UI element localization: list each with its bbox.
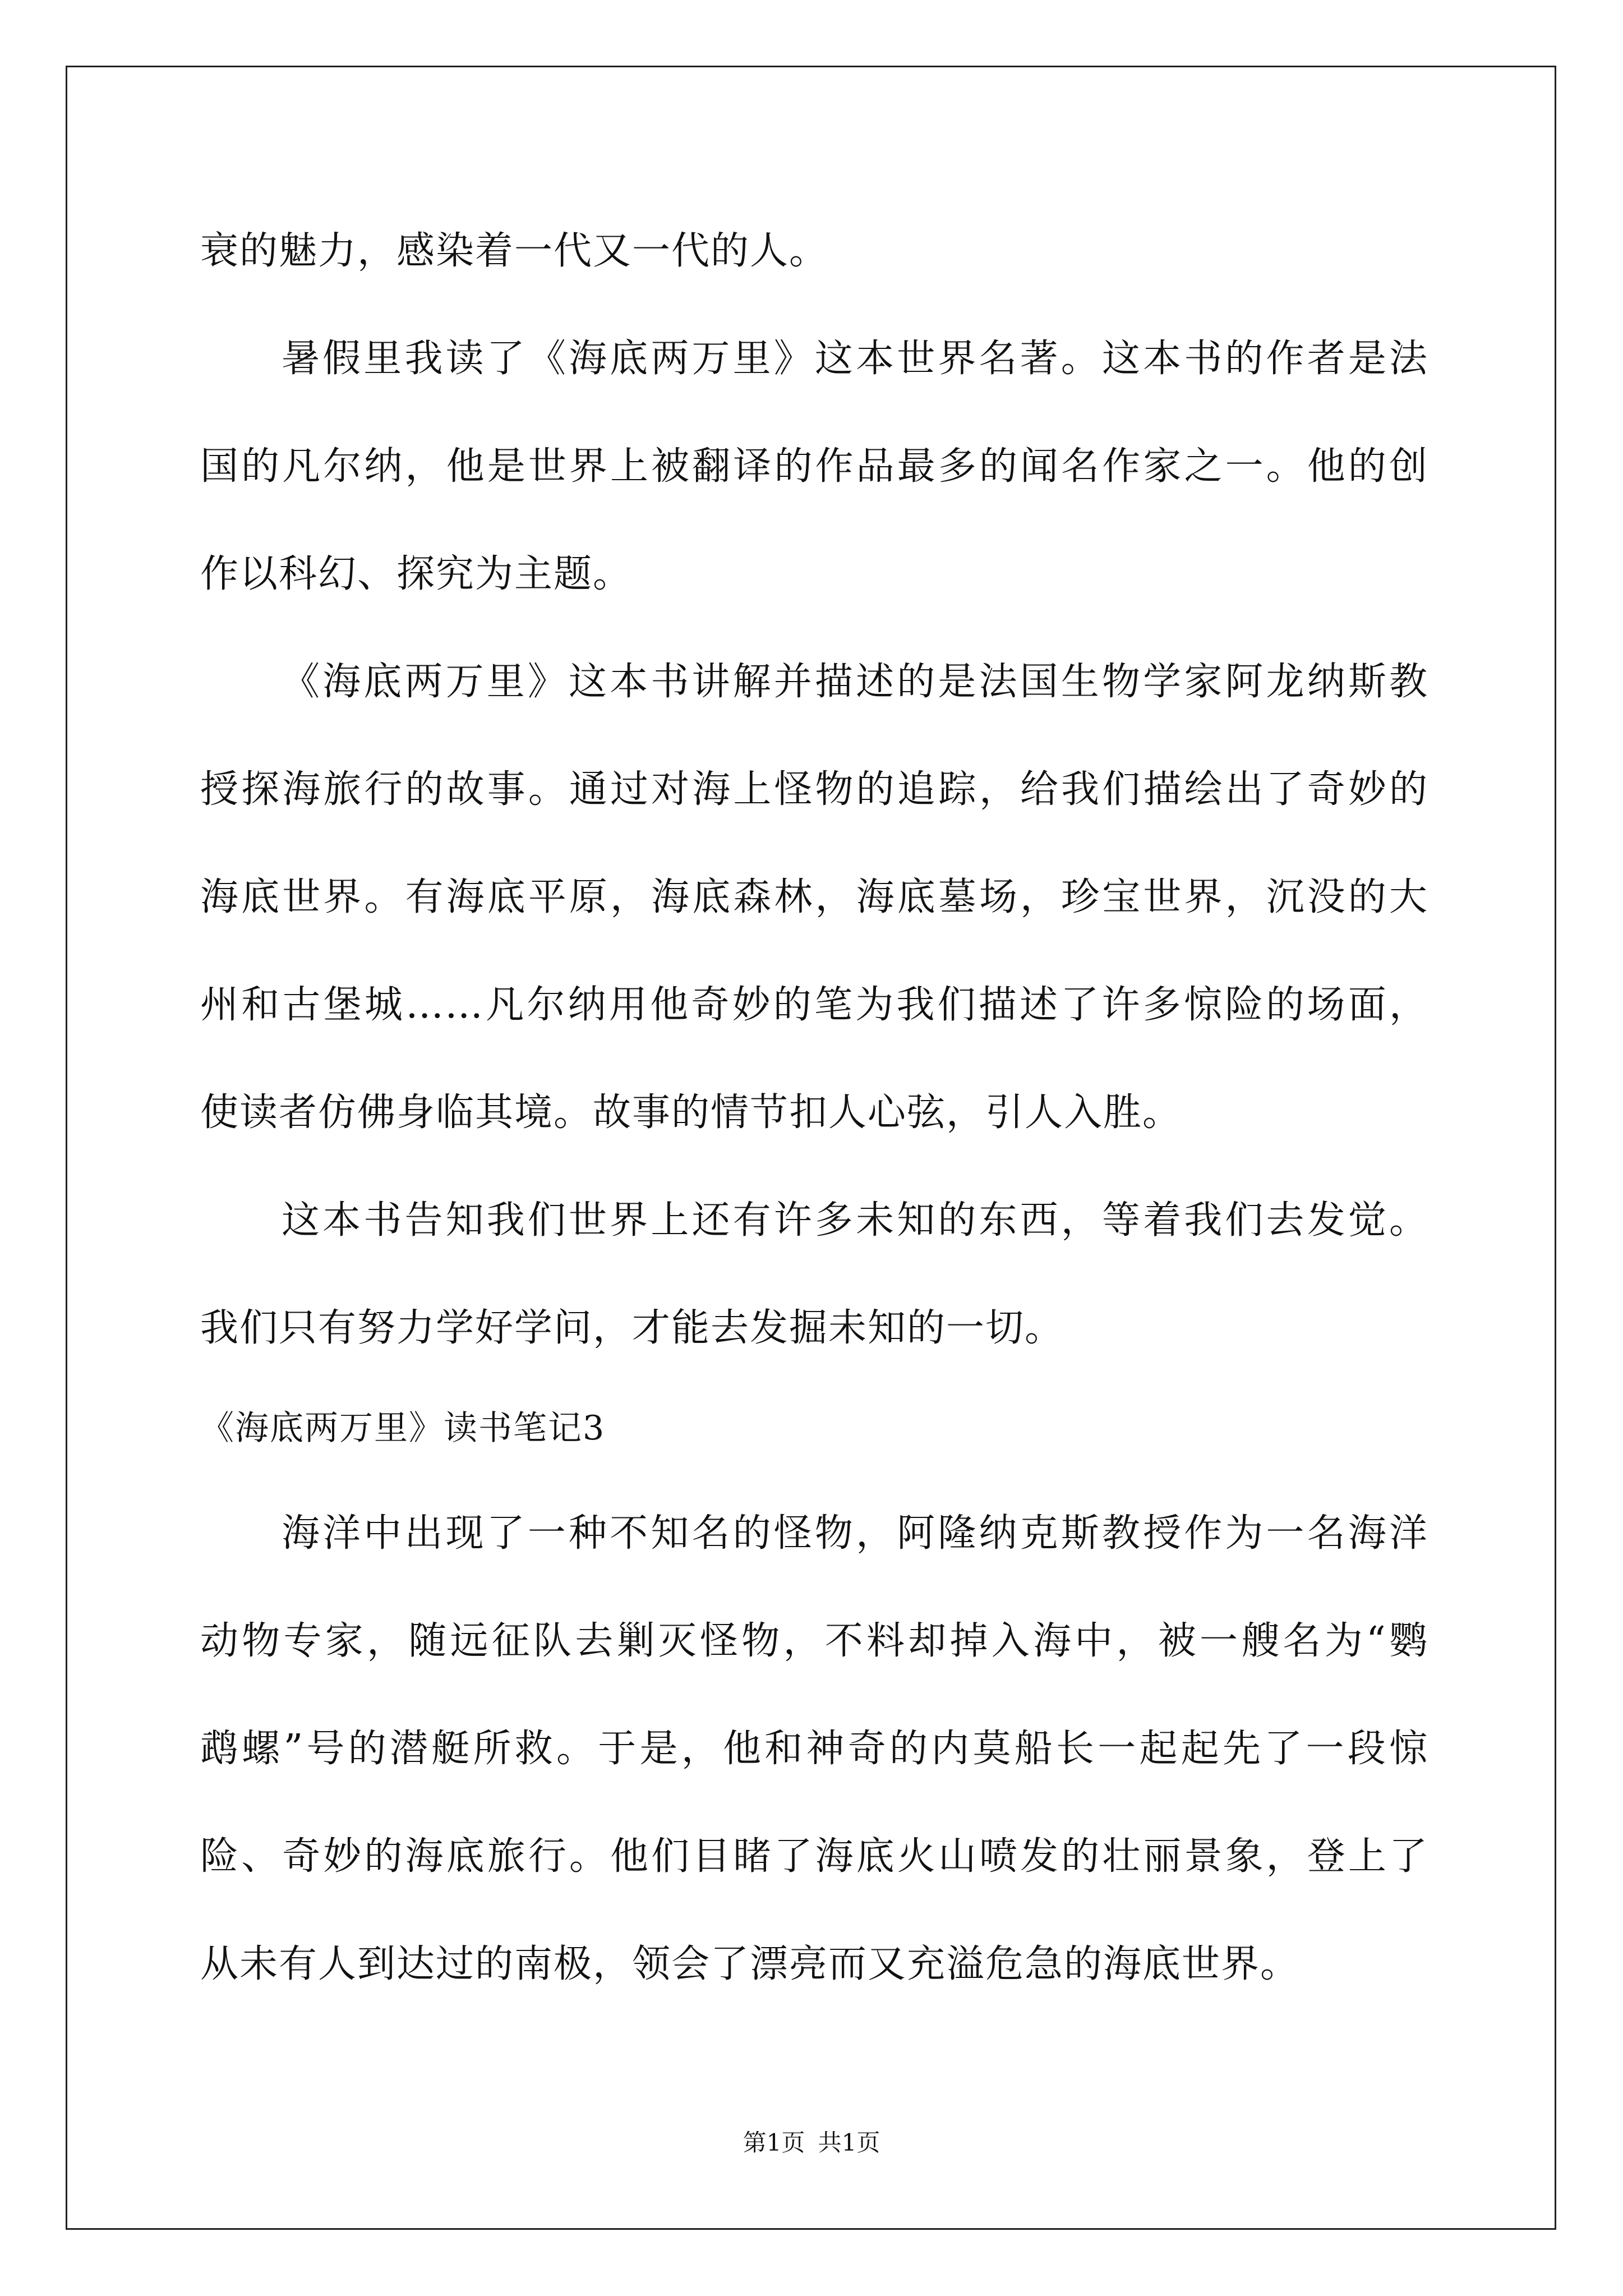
text-line: 州和古堡城……凡尔纳用他奇妙的笔为我们描述了许多惊险的场面， <box>200 983 1428 1027</box>
text-line: 衰的魅力，感染着一代又一代的人。 <box>200 229 829 273</box>
text-line: 使读者仿佛身临其境。故事的情节扣人心弦，引人入胜。 <box>200 1091 1182 1135</box>
paragraph-start-line: 《海底两万里》这本书讲解并描述的是法国生物学家阿龙纳斯教 <box>282 660 1428 704</box>
text-line: 从未有人到达过的南极，领会了漂亮而又充溢危急的海底世界。 <box>200 1942 1300 1986</box>
paragraph-start-line: 暑假里我读了《海底两万里》这本世界名著。这本书的作者是法 <box>282 337 1428 381</box>
text-line: 险、奇妙的海底旅行。他们目睹了海底火山喷发的壮丽景象，登上了 <box>200 1834 1428 1879</box>
page-number-footer: 第1页 共1页 <box>743 2129 880 2156</box>
text-line: 海底世界。有海底平原，海底森林，海底墓场，珍宝世界，沉没的大 <box>200 875 1428 919</box>
text-line: 我们只有努力学好学问，才能去发掘未知的一切。 <box>200 1306 1064 1350</box>
text-line: 鹉螺”号的潜艇所救。于是，他和神奇的内莫船长一起起先了一段惊 <box>200 1727 1428 1771</box>
page-border <box>66 66 1556 2230</box>
section-heading: 《海底两万里》读书笔记3 <box>200 1409 606 1448</box>
paragraph-start-line: 海洋中出现了一种不知名的怪物，阿隆纳克斯教授作为一名海洋 <box>282 1511 1428 1556</box>
text-line: 国的凡尔纳，他是世界上被翻译的作品最多的闻名作家之一。他的创 <box>200 444 1428 489</box>
text-line: 授探海旅行的故事。通过对海上怪物的追踪，给我们描绘出了奇妙的 <box>200 767 1428 812</box>
text-line: 动物专家，随远征队去剿灭怪物，不料却掉入海中，被一艘名为“鹦 <box>200 1619 1428 1663</box>
text-line: 作以科幻、探究为主题。 <box>200 552 633 596</box>
paragraph-start-line: 这本书告知我们世界上还有许多未知的东西，等着我们去发觉。 <box>282 1198 1428 1243</box>
